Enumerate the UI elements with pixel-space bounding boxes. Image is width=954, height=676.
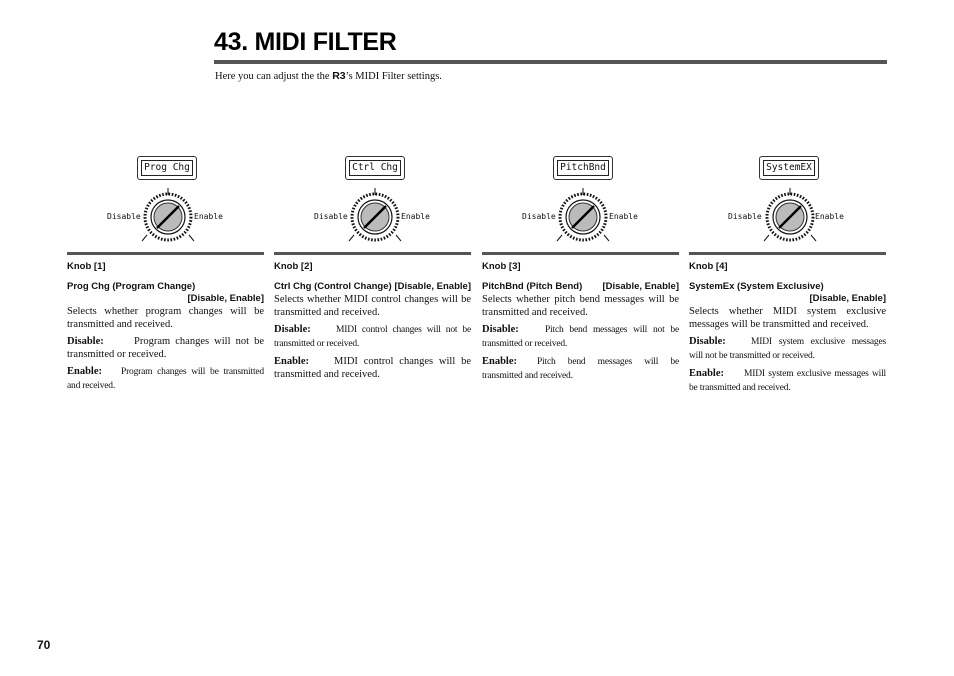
- option-label: Disable:: [482, 324, 519, 335]
- parameter-name: Prog Chg (Program Change): [67, 281, 196, 292]
- knob-icon[interactable]: [138, 186, 198, 244]
- option-label: Enable:: [482, 356, 518, 367]
- parameter-row: [274, 281, 471, 293]
- model-name: R3: [332, 70, 346, 82]
- knob-icon[interactable]: [553, 186, 613, 244]
- dial-label-right: Enable: [609, 212, 638, 221]
- dial-label-right: Enable: [401, 212, 430, 221]
- lcd-display: [137, 156, 197, 180]
- option-enable: [482, 355, 679, 383]
- option-text: Pitch bend messages will be transmitted and received.: [482, 357, 679, 381]
- knob-section-4: [689, 252, 886, 395]
- option-label: Enable:: [689, 368, 725, 379]
- option-text: MIDI control changes will not be transmitted or received.: [274, 325, 471, 349]
- option-disable: [67, 335, 264, 361]
- parameter-description: Selects whether program changes will be transmitted and received.: [67, 306, 264, 330]
- parameter-row: [482, 281, 679, 293]
- option-label: Enable:: [274, 356, 310, 367]
- lcd-text: PitchBnd: [557, 160, 609, 176]
- knob-icon[interactable]: [760, 186, 820, 244]
- knob-section-1: [67, 252, 264, 393]
- option-disable: [689, 335, 886, 363]
- dial-label-right: Enable: [815, 212, 844, 221]
- dial-label-left: Disable: [522, 212, 556, 221]
- parameter-range: [Disable, Enable]: [187, 293, 264, 304]
- page-number: 70: [37, 638, 51, 652]
- option-label: Disable:: [67, 336, 104, 347]
- parameter-name: Ctrl Chg (Control Change): [274, 281, 392, 292]
- dial-label-left: Disable: [728, 212, 762, 221]
- parameter-range: [Disable, Enable]: [809, 293, 886, 304]
- option-label: Disable:: [689, 336, 726, 347]
- knob-heading: Knob [4]: [689, 261, 728, 272]
- section-rule: [274, 252, 471, 255]
- dial-label-left: Disable: [314, 212, 348, 221]
- section-rule: [482, 252, 679, 255]
- dial-label-right: Enable: [194, 212, 223, 221]
- knob-heading: Knob [1]: [67, 261, 106, 272]
- option-enable: [689, 367, 886, 395]
- intro-text-after: ’s MIDI Filter settings.: [345, 71, 442, 82]
- title-rule: [214, 60, 887, 64]
- section-rule: [689, 252, 886, 255]
- lcd-display: [345, 156, 405, 180]
- parameter-description: Selects whether pitch bend messages will be transmitted and received.: [482, 294, 679, 318]
- parameter-range: [Disable, Enable]: [602, 281, 679, 292]
- knob-section-3: [482, 252, 679, 383]
- knob-section-2: [274, 252, 471, 381]
- parameter-name: PitchBnd (Pitch Bend): [482, 281, 583, 292]
- option-text: Program changes will be transmitted and received.: [67, 367, 264, 391]
- lcd-display: [759, 156, 819, 180]
- option-label: Disable:: [274, 324, 311, 335]
- knob-heading: Knob [2]: [274, 261, 313, 272]
- lcd-text: Ctrl Chg: [349, 160, 401, 176]
- parameter-range: [Disable, Enable]: [394, 281, 471, 292]
- intro-text-before: Here you can adjust the the: [215, 71, 333, 82]
- parameter-name: SystemEx (System Exclusive): [689, 281, 824, 292]
- knob-icon[interactable]: [345, 186, 405, 244]
- option-label: Enable:: [67, 366, 103, 377]
- lcd-text: SystemEX: [763, 160, 815, 176]
- option-text: MIDI system exclusive messages will not be transmitted or received.: [689, 337, 886, 361]
- lcd-display: [553, 156, 613, 180]
- option-text: MIDI system exclusive messages will be transmitted and received.: [689, 369, 886, 393]
- intro-text: [215, 70, 442, 82]
- parameter-description: Selects whether MIDI control changes will be transmitted and received.: [274, 294, 471, 318]
- page-title: 43. MIDI FILTER: [214, 28, 397, 56]
- lcd-text: Prog Chg: [141, 160, 193, 176]
- option-text: Pitch bend messages will not be transmitted or received.: [482, 325, 679, 349]
- option-disable: [274, 323, 471, 351]
- knob-heading: Knob [3]: [482, 261, 521, 272]
- parameter-description: Selects whether MIDI system exclusive messages will be transmitted and received.: [689, 306, 886, 330]
- option-enable: [274, 355, 471, 381]
- option-enable: [67, 365, 264, 393]
- section-rule: [67, 252, 264, 255]
- dial-label-left: Disable: [107, 212, 141, 221]
- option-text: MIDI control changes will be transmitted and received.: [274, 356, 471, 380]
- option-text: Program changes will not be transmitted or received.: [67, 336, 264, 360]
- option-disable: [482, 323, 679, 351]
